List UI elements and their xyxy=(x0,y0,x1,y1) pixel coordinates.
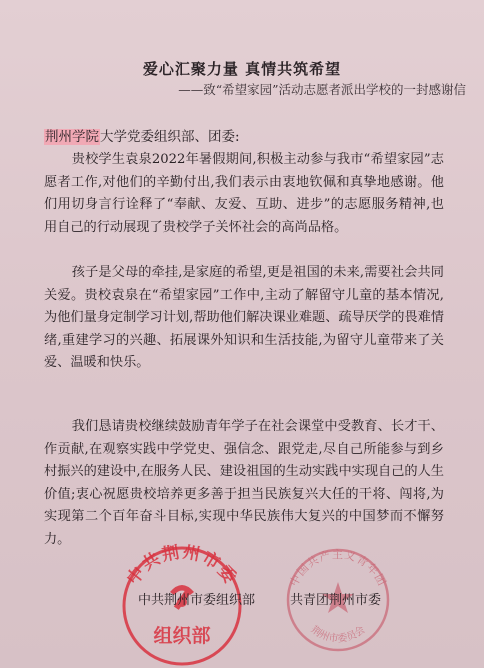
svg-text:荆州市委员会 xyxy=(309,623,368,645)
paragraph-2: 孩子是父母的牵挂,是家庭的希望,更是祖国的未来,需要社会共同关爱。贵校袁泉在“希望家园”工作中,主动了解留守儿童的基本情况,为他们量身定制学习计划,帮助他们解决课业难题、疏导厌学的畏难情绪,重建学习的兴趣、拓展课外知识和生活技能,为留守儿童带来了关爱、温暖和快乐。 xyxy=(44,265,444,370)
salutation xyxy=(44,125,240,145)
signature-left: 中共荆州市委组织部 xyxy=(138,593,256,608)
letter-title: 爱心汇聚力量 真情共筑希望 xyxy=(142,60,342,78)
salutation-highlight: 荆州学院 xyxy=(45,129,99,145)
salutation-text: 大学党委组织部、团委: xyxy=(100,129,240,145)
paragraph-3: 我们恳请贵校继续鼓励青年学子在社会课堂中受教育、长才干、作贡献,在观察实践中学党史、强信念、跟党走,尽自己所能参与到乡村振兴的建设中,在服务人民、建设祖国的生动实践中实现自己的人生价值;衷心祝愿贵校培养更多善于担当民族复兴大任的干将、闯将,为实现第二个百年奋斗目标,实现中华民族伟大复兴的中国梦而不懈努力。 xyxy=(44,419,444,547)
left-seal-center-text: 组织部 xyxy=(153,625,211,647)
letter-subtitle: ——致“希望家园”活动志愿者派出学校的一封感谢信 xyxy=(178,82,466,97)
right-seal-bottom-text: 荆州市委员会 xyxy=(308,624,368,645)
signature-right: 共青团荆州市委 xyxy=(290,593,382,608)
left-seal-arc-text: 中共荆州市委 xyxy=(123,542,241,589)
svg-text:中国共产主义青年团 xyxy=(286,547,388,588)
paragraph-1: 贵校学生袁泉2022年暑假期间,积极主动参与我市“希望家园”志愿者工作,对他们的辛勤付出,我们表示由衷地钦佩和真挚地感谢。他们用切身言行诠释了“奉献、友爱、互助、进步”的志愿服务精神,也用自己的行动展现了贵校学子关怀社会的高尚品格。 xyxy=(44,152,444,235)
right-seal-arc-text: 中国共产主义青年团 xyxy=(287,548,389,589)
